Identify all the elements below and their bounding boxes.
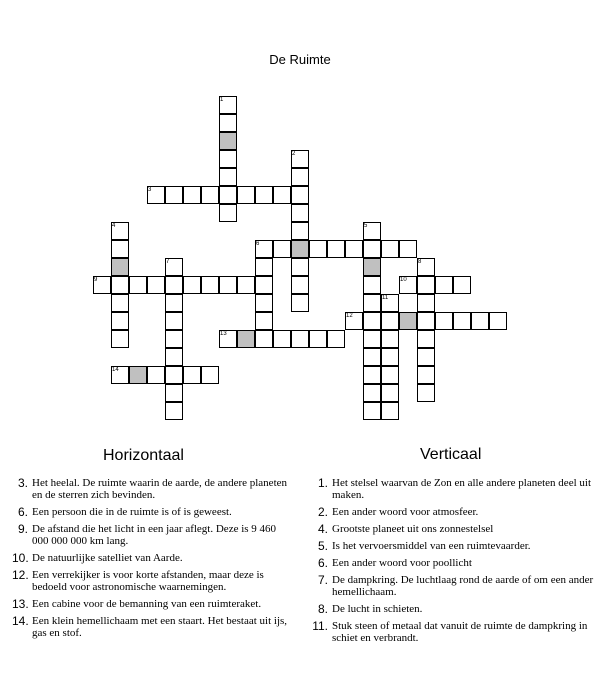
grid-cell[interactable] <box>165 330 183 348</box>
across-clue-list <box>12 477 290 644</box>
grid-cell[interactable] <box>381 402 399 420</box>
clue-number: 1. <box>317 476 328 490</box>
grid-cell[interactable] <box>381 384 399 402</box>
grid-cell[interactable] <box>255 186 273 204</box>
clue-item <box>12 615 290 639</box>
grid-cell[interactable] <box>291 258 309 276</box>
grid-cell[interactable] <box>165 366 183 384</box>
grid-cell[interactable] <box>417 366 435 384</box>
grid-clue-number: 12 <box>346 313 353 319</box>
grid-cell[interactable] <box>363 330 381 348</box>
clue-number: 9. <box>17 522 28 536</box>
grid-cell[interactable] <box>381 348 399 366</box>
grid-cell[interactable] <box>291 240 309 258</box>
grid-cell[interactable] <box>399 312 417 330</box>
grid-cell[interactable] <box>381 366 399 384</box>
grid-cell[interactable] <box>165 384 183 402</box>
grid-cell[interactable] <box>219 204 237 222</box>
grid-cell[interactable] <box>237 186 255 204</box>
clue-number: 13. <box>12 597 29 611</box>
grid-cell[interactable] <box>291 294 309 312</box>
grid-cell[interactable] <box>219 132 237 150</box>
clue-item <box>12 477 290 501</box>
grid-cell[interactable] <box>363 240 381 258</box>
clue-number: 14. <box>12 614 29 628</box>
grid-cell[interactable] <box>327 330 345 348</box>
clue-text: Het stelsel waarvan de Zon en alle andere planeten deel uit maken. <box>332 477 591 501</box>
clue-text: Grootste planeet uit ons zonnestelsel <box>332 523 494 535</box>
grid-cell[interactable] <box>255 276 273 294</box>
grid-cell[interactable] <box>219 150 237 168</box>
grid-cell[interactable] <box>183 366 201 384</box>
clue-text: Is het vervoersmiddel van een ruimtevaarder. <box>332 540 531 552</box>
clue-number: 8. <box>317 602 328 616</box>
grid-cell[interactable] <box>453 276 471 294</box>
grid-cell[interactable] <box>165 276 183 294</box>
grid-cell[interactable] <box>147 276 165 294</box>
grid-cell[interactable] <box>201 366 219 384</box>
grid-cell[interactable] <box>183 186 201 204</box>
grid-cell[interactable] <box>165 348 183 366</box>
grid-cell[interactable] <box>273 186 291 204</box>
grid-clue-number: 7 <box>166 259 170 265</box>
grid-cell[interactable] <box>147 366 165 384</box>
grid-cell[interactable] <box>435 276 453 294</box>
grid-cell[interactable] <box>129 366 147 384</box>
clue-number: 4. <box>317 522 328 536</box>
clue-text: Een ander woord voor poollicht <box>332 557 472 569</box>
grid-cell[interactable] <box>219 168 237 186</box>
grid-clue-number: 14 <box>112 367 119 373</box>
clue-item <box>12 552 290 564</box>
grid-cell[interactable] <box>165 294 183 312</box>
grid-cell[interactable] <box>255 294 273 312</box>
grid-cell[interactable] <box>381 330 399 348</box>
grid-cell[interactable] <box>417 294 435 312</box>
clue-item <box>12 523 290 547</box>
clue-text: Een ander woord voor atmosfeer. <box>332 506 479 518</box>
clue-number: 3. <box>17 476 28 490</box>
grid-cell[interactable] <box>291 222 309 240</box>
grid-cell[interactable] <box>291 276 309 294</box>
grid-clue-number: 1 <box>220 97 224 103</box>
grid-clue-number: 4 <box>112 223 116 229</box>
clue-text: De dampkring. De luchtlaag rond de aarde of om een ander hemellichaam. <box>332 574 594 598</box>
grid-cell[interactable] <box>111 276 129 294</box>
grid-cell[interactable] <box>201 186 219 204</box>
grid-cell[interactable] <box>255 330 273 348</box>
grid-cell[interactable] <box>417 348 435 366</box>
grid-cell[interactable] <box>165 402 183 420</box>
clue-item <box>312 506 598 518</box>
clue-item <box>312 557 598 569</box>
grid-clue-number: 9 <box>94 277 98 283</box>
grid-cell[interactable] <box>363 258 381 276</box>
grid-cell[interactable] <box>291 204 309 222</box>
grid-cell[interactable] <box>111 240 129 258</box>
clue-number: 7. <box>317 573 328 587</box>
grid-cell[interactable] <box>309 330 327 348</box>
grid-cell[interactable] <box>165 186 183 204</box>
grid-clue-number: 5 <box>364 223 368 229</box>
grid-cell[interactable] <box>201 276 219 294</box>
clue-item <box>12 569 290 593</box>
grid-cell[interactable] <box>345 240 363 258</box>
grid-cell[interactable] <box>291 186 309 204</box>
grid-cell[interactable] <box>417 312 435 330</box>
clue-item <box>312 477 598 501</box>
clue-number: 5. <box>317 539 328 553</box>
clue-number: 10. <box>12 551 29 565</box>
grid-cell[interactable] <box>255 312 273 330</box>
grid-cell[interactable] <box>399 240 417 258</box>
clue-number: 12. <box>12 568 29 582</box>
clue-number: 6. <box>17 505 28 519</box>
clue-text: Een persoon die in de ruimte is of is geweest. <box>32 506 232 518</box>
grid-cell[interactable] <box>363 402 381 420</box>
grid-cell[interactable] <box>237 330 255 348</box>
grid-cell[interactable] <box>471 312 489 330</box>
grid-cell[interactable] <box>435 312 453 330</box>
grid-cell[interactable] <box>291 168 309 186</box>
grid-cell[interactable] <box>111 330 129 348</box>
grid-cell[interactable] <box>165 312 183 330</box>
clue-text: De natuurlijke satelliet van Aarde. <box>32 552 183 564</box>
clue-item <box>312 523 598 535</box>
clue-item <box>12 598 290 610</box>
clue-text: Het heelal. De ruimte waarin de aarde, de andere planeten en de sterren zich bevinden. <box>32 477 288 501</box>
grid-cell[interactable] <box>363 312 381 330</box>
grid-clue-number: 13 <box>220 331 227 337</box>
grid-clue-number: 3 <box>148 187 152 193</box>
grid-clue-number: 10 <box>400 277 407 283</box>
clue-text: Een klein hemellichaam met een staart. Het bestaat uit ijs, gas en stof. <box>32 615 288 639</box>
grid-cell[interactable] <box>417 276 435 294</box>
grid-cell[interactable] <box>129 276 147 294</box>
grid-cell[interactable] <box>255 258 273 276</box>
grid-clue-number: 6 <box>256 241 260 247</box>
grid-cell[interactable] <box>111 312 129 330</box>
grid-cell[interactable] <box>273 330 291 348</box>
grid-cell[interactable] <box>363 294 381 312</box>
clue-text: Een verrekijker is voor korte afstanden, maar deze is bedoeld voor astronomische waarnemingen. <box>32 569 264 593</box>
grid-cell[interactable] <box>363 366 381 384</box>
clue-text: De afstand die het licht in een jaar aflegt. Deze is 9 460 000 000 000 km lang. <box>32 523 277 547</box>
grid-cell[interactable] <box>363 276 381 294</box>
grid-cell[interactable] <box>417 330 435 348</box>
puzzle-title: De Ruimte <box>269 52 331 67</box>
down-clue-list <box>312 477 598 649</box>
grid-cell[interactable] <box>183 276 201 294</box>
grid-cell[interactable] <box>363 348 381 366</box>
grid-cell[interactable] <box>327 240 345 258</box>
grid-cell[interactable] <box>219 114 237 132</box>
grid-clue-number: 2 <box>292 151 296 157</box>
grid-cell[interactable] <box>291 330 309 348</box>
clue-item <box>312 574 598 598</box>
grid-cell[interactable] <box>453 312 471 330</box>
grid-clue-number: 11 <box>382 295 389 301</box>
clue-number: 11. <box>312 619 328 633</box>
down-heading: Verticaal <box>420 446 482 463</box>
grid-cell[interactable] <box>417 384 435 402</box>
across-heading: Horizontaal <box>103 447 184 464</box>
clue-text: Een cabine voor de bemanning van een ruimteraket. <box>32 598 262 610</box>
grid-cell[interactable] <box>381 240 399 258</box>
grid-cell[interactable] <box>363 384 381 402</box>
grid-cell[interactable] <box>237 276 255 294</box>
grid-cell[interactable] <box>381 312 399 330</box>
grid-cell[interactable] <box>219 276 237 294</box>
grid-cell[interactable] <box>111 294 129 312</box>
grid-cell[interactable] <box>309 240 327 258</box>
clue-number: 2. <box>317 505 328 519</box>
clue-number: 6. <box>317 556 328 570</box>
clue-text: Stuk steen of metaal dat vanuit de ruimte de dampkring in schiet en verbrandt. <box>332 620 588 644</box>
grid-cell[interactable] <box>111 258 129 276</box>
grid-cell[interactable] <box>273 240 291 258</box>
clue-item <box>312 603 598 615</box>
grid-clue-number: 8 <box>418 259 422 265</box>
clue-item <box>312 540 598 552</box>
clue-text: De lucht in schieten. <box>332 603 423 615</box>
clue-item <box>312 620 598 644</box>
grid-cell[interactable] <box>219 186 237 204</box>
clue-item <box>12 506 290 518</box>
grid-cell[interactable] <box>489 312 507 330</box>
